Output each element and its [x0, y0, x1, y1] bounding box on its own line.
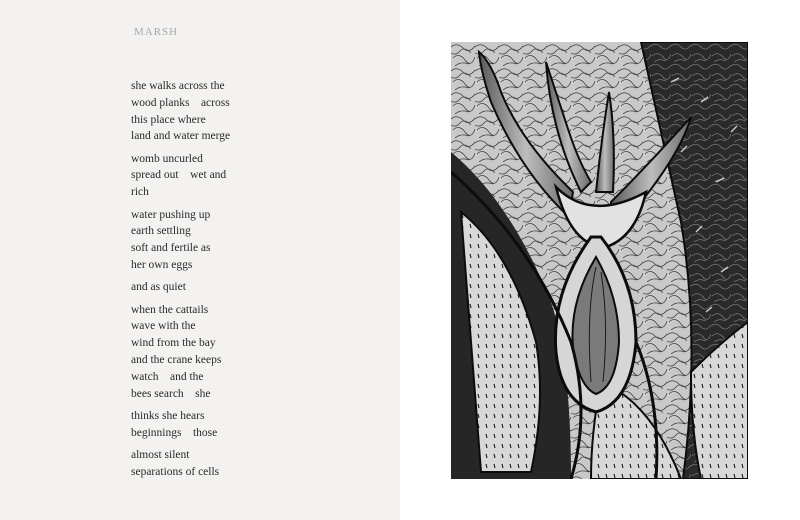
poem-line: wave with the	[131, 320, 196, 333]
stanza	[131, 408, 230, 442]
stanza	[131, 207, 230, 274]
etching-artwork	[451, 42, 748, 479]
poem-line: earth settling	[131, 225, 191, 238]
poem-line: and as quiet	[131, 281, 186, 294]
poem-line: soft and fertile as	[131, 242, 211, 255]
right-page	[400, 0, 800, 520]
poem-line: and the crane keeps	[131, 353, 222, 366]
poem-line: womb uncurled	[131, 152, 203, 165]
poem-line: when the cattails	[131, 303, 209, 316]
poem-line: water pushing up	[131, 208, 211, 221]
stanza	[131, 78, 230, 145]
stanza	[131, 447, 230, 481]
stanza	[131, 151, 230, 201]
stanza	[131, 279, 230, 296]
poem-line: she walks across the	[131, 80, 225, 92]
poem-line: separations of cells	[131, 465, 220, 478]
poem-line: bees search she	[131, 387, 211, 400]
poem-line: this place where	[131, 113, 206, 126]
poem-line: wood planks across	[131, 96, 230, 109]
poem-title: MARSH	[134, 26, 179, 38]
poem-body	[131, 78, 230, 486]
poem-line: her own eggs	[131, 258, 193, 271]
poem-line: rich	[131, 186, 149, 199]
poem-line: beginnings those	[131, 426, 218, 439]
poem-line: almost silent	[131, 448, 190, 461]
poem-line: spread out wet and	[131, 169, 227, 182]
stanza	[131, 302, 230, 403]
poem-line: thinks she hears	[131, 409, 205, 422]
poem-line: wind from the bay	[131, 337, 216, 350]
poem-line: land and water merge	[131, 130, 231, 143]
poem-line: watch and the	[131, 370, 204, 383]
etching-svg	[451, 42, 748, 479]
